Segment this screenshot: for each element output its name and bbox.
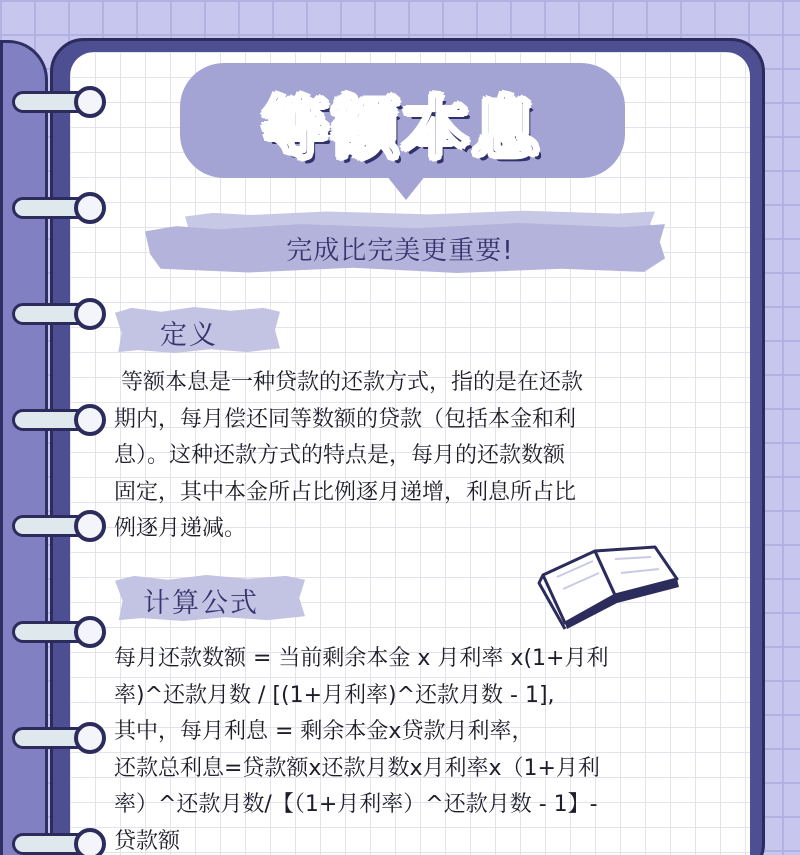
- formula-heading: 计算公式: [143, 588, 259, 619]
- binder-ring-icon: [12, 510, 100, 542]
- binder-ring-icon: [12, 298, 100, 330]
- open-book-icon: [535, 545, 685, 630]
- binder-ring-icon: [12, 722, 100, 754]
- formula-line: 贷款额: [114, 828, 181, 854]
- title-bubble-tail: [382, 170, 430, 200]
- binder-ring-icon: [12, 828, 100, 855]
- formula-line: 还款总利息=贷款额x还款月数x月利率x（1+月利: [114, 755, 600, 781]
- formula-line: 每月还款数额 = 当前剩余本金 x 月利率 x(1+月利: [114, 646, 609, 671]
- formula-text: [114, 641, 712, 855]
- definition-line: 固定，其中本金所占比例逐月递增，利息所占比: [114, 479, 577, 505]
- definition-line: 例逐月递减。: [114, 516, 247, 541]
- slogan: 完成比完美更重要!: [286, 236, 514, 266]
- binder-ring-icon: [12, 616, 100, 648]
- binder-ring-icon: [12, 86, 100, 118]
- formula-line: 率）^还款月数/【（1+月利率）^还款月数 - 1】-: [114, 792, 598, 817]
- definition-line: 息）。这种还款方式的特点是，每月的还款数额: [114, 443, 566, 468]
- definition-line: 等额本息是一种贷款的还款方式，指的是在还款: [114, 370, 583, 395]
- page-title: 等额本息: [262, 90, 543, 167]
- definition-heading: 定义: [160, 320, 218, 351]
- definition-text: [114, 365, 712, 548]
- binder-ring-icon: [12, 192, 100, 224]
- binder-ring-icon: [12, 404, 100, 436]
- formula-line: 其中，每月利息 = 剩余本金x贷款月利率，: [114, 719, 534, 744]
- formula-line: 率)^还款月数 / [(1+月利率)^还款月数 - 1],: [114, 682, 555, 708]
- definition-line: 期内，每月偿还同等数额的贷款（包括本金和利: [114, 406, 577, 432]
